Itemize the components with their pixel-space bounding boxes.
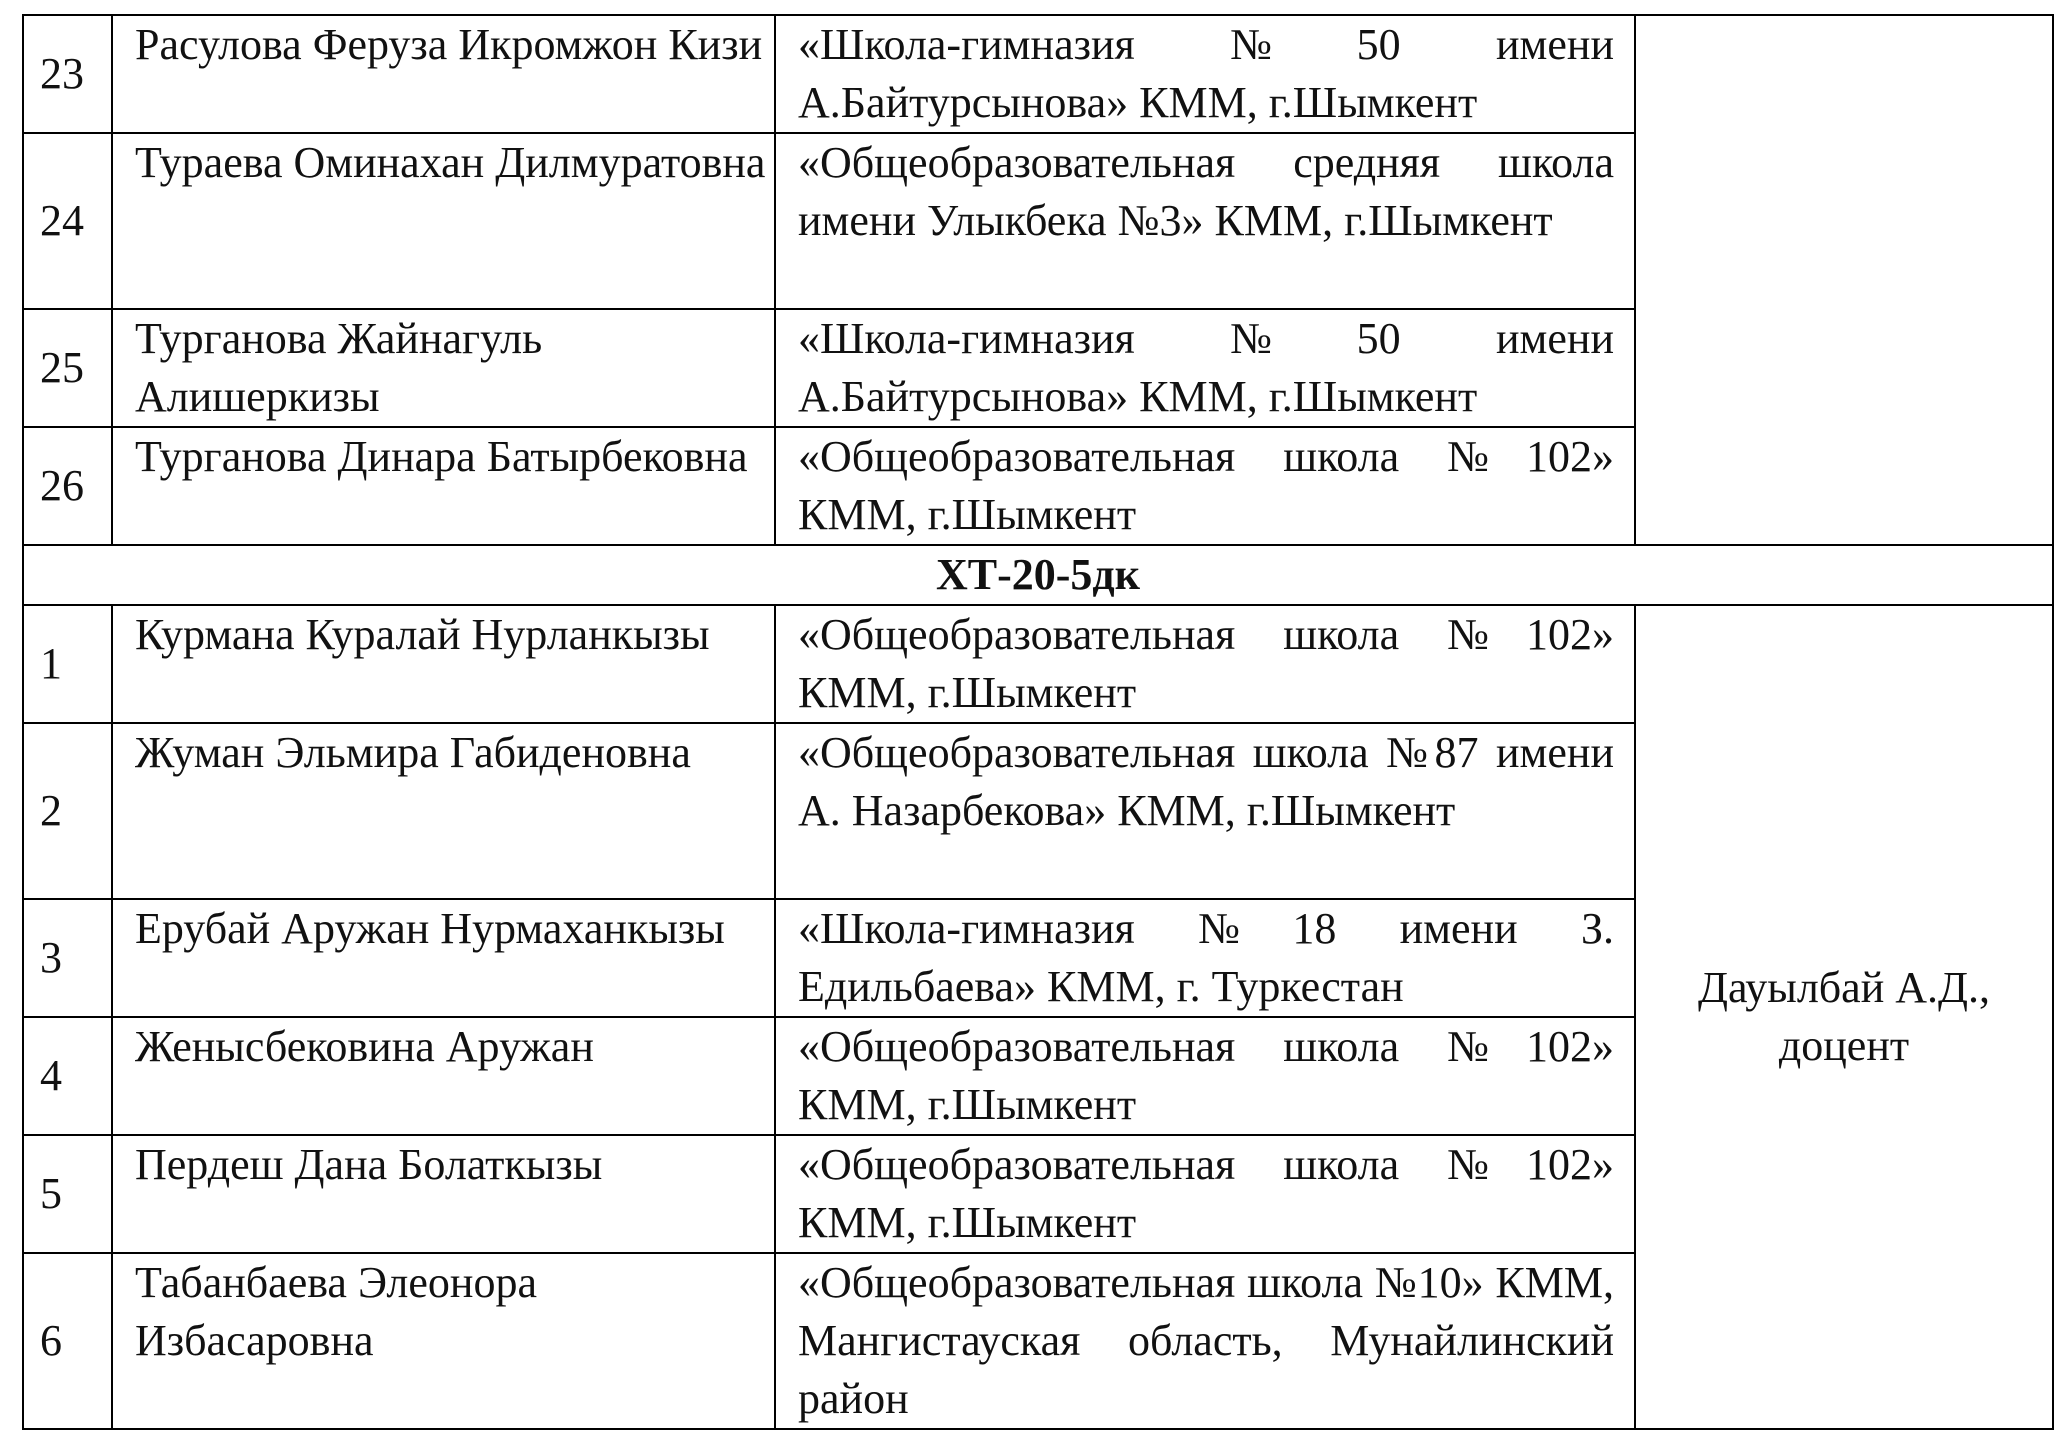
school-name: «Школа-гимназия №18 имени З. Едильбаева» КММ, г. Туркестан [775, 899, 1635, 1017]
row-number: 23 [23, 15, 112, 133]
school-name: «Общеобразовательная средняя школа имени Улыкбека №3» КММ, г.Шымкент [775, 133, 1635, 309]
table-body [23, 15, 2053, 1429]
row-number: 5 [23, 1135, 112, 1253]
school-name: «Общеобразовательная школа №102» КММ, г.Шымкент [775, 605, 1635, 723]
table-row [23, 15, 2053, 133]
school-name: «Общеобразовательная школа №102» КММ, г.Шымкент [775, 1017, 1635, 1135]
school-name: «Общеобразовательная школа №87 имени А. Назарбекова» КММ, г.Шымкент [775, 723, 1635, 899]
row-number: 26 [23, 427, 112, 545]
school-name: «Общеобразовательная школа №102» КММ, г.Шымкент [775, 427, 1635, 545]
school-name: «Школа-гимназия №50 имени А.Байтурсынова» КММ, г.Шымкент [775, 15, 1635, 133]
school-name: «Школа-гимназия №50 имени А.Байтурсынова» КММ, г.Шымкент [775, 309, 1635, 427]
student-name: Курмана Куралай Нурланкызы [112, 605, 775, 723]
row-number: 25 [23, 309, 112, 427]
group-label: ХТ-20-5дк [23, 545, 2053, 605]
table-row [23, 605, 2053, 723]
row-number: 1 [23, 605, 112, 723]
row-number: 6 [23, 1253, 112, 1429]
student-name: Жуман Эльмира Габиденовна [112, 723, 775, 899]
student-placement-table [22, 14, 2054, 1430]
row-number: 24 [23, 133, 112, 309]
group-header-row [23, 545, 2053, 605]
row-number: 3 [23, 899, 112, 1017]
supervisor-cell [1635, 15, 2053, 545]
student-name: Турганова Динара Батырбековна [112, 427, 775, 545]
student-name: Ерубай Аружан Нурмаханкызы [112, 899, 775, 1017]
student-name: Женысбековина Аружан [112, 1017, 775, 1135]
student-name: Пердеш Дана Болаткызы [112, 1135, 775, 1253]
supervisor-cell: Дауылбай А.Д., доцент [1635, 605, 2053, 1429]
school-name: «Общеобразовательная школа №10» КММ, Мангистауская область, Мунайлинский район [775, 1253, 1635, 1429]
school-name: «Общеобразовательная школа №102» КММ, г.Шымкент [775, 1135, 1635, 1253]
row-number: 4 [23, 1017, 112, 1135]
student-name: Турганова Жайнагуль Алишеркизы [112, 309, 775, 427]
row-number: 2 [23, 723, 112, 899]
student-name: Тураева Оминахан Дилмуратовна [112, 133, 775, 309]
student-name: Табанбаева Элеонора Избасаровна [112, 1253, 775, 1429]
student-name: Расулова Феруза Икромжон Кизи [112, 15, 775, 133]
